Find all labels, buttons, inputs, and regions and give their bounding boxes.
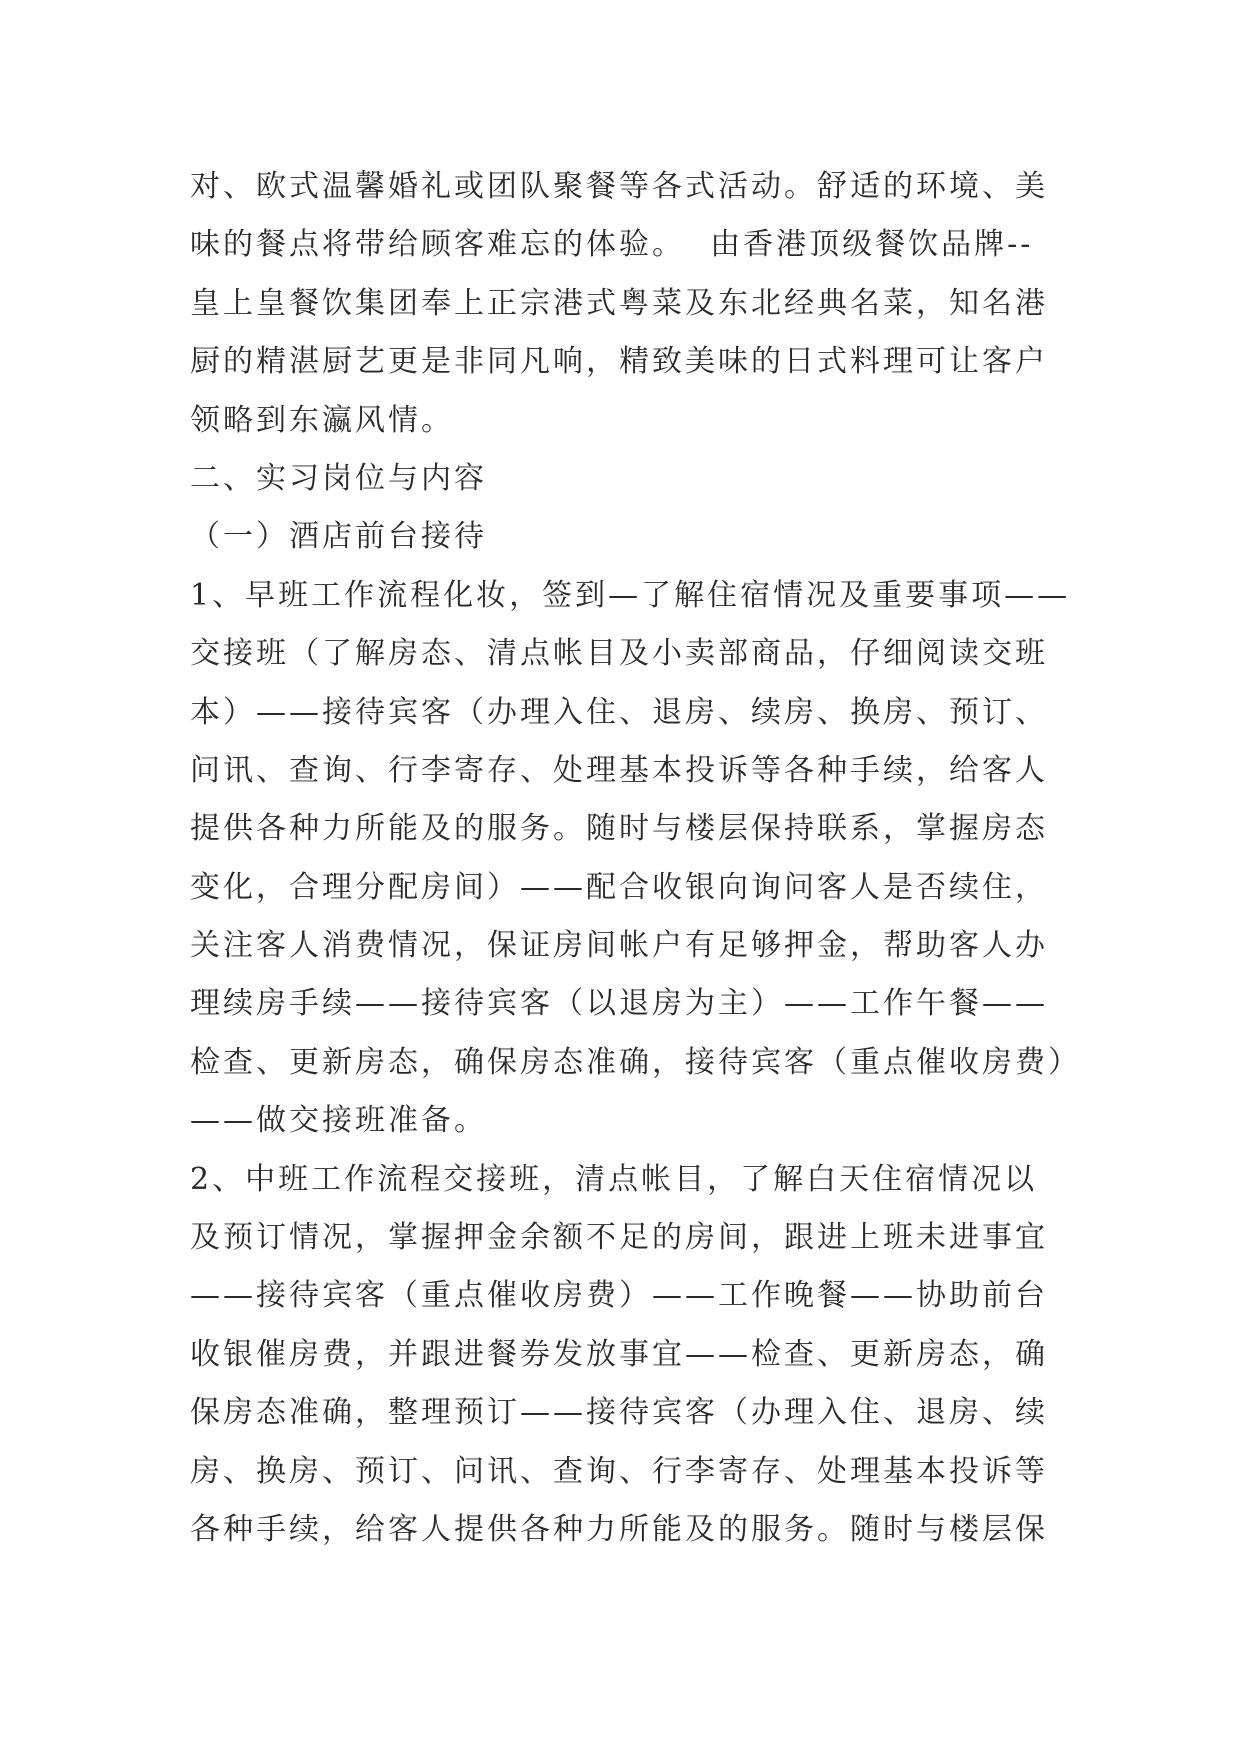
text-line: 变化，合理分配房间）——配合收银向询问客人是否续住，: [190, 869, 1048, 905]
text-line: 1、早班工作流程化妆，签到—了解住宿情况及重要事项——: [190, 577, 1071, 613]
text-line: 及预订情况，掌握押金余额不足的房间，跟进上班未进事宜: [190, 1220, 1048, 1256]
text-line: 2、中班工作流程交接班，清点帐目，了解白天住宿情况以: [190, 1161, 1038, 1197]
section-heading: 二、实习岗位与内容: [190, 460, 487, 496]
text-line: 收银催房费，并跟进餐券发放事宜——检查、更新房态，确: [190, 1336, 1048, 1372]
text-line: 房、换房、预订、问讯、查询、行李寄存、处理基本投诉等: [190, 1453, 1048, 1489]
text-line: 皇上皇餐饮集团奉上正宗港式粤菜及东北经典名菜，知名港: [190, 285, 1048, 321]
text-line: ——做交接班准备。: [190, 1103, 487, 1139]
text-line: 领略到东瀛风情。: [190, 402, 454, 438]
text-line: 理续房手续——接待宾客（以退房为主）——工作午餐——: [190, 986, 1048, 1022]
text-line: 交接班（了解房态、清点帐目及小卖部商品，仔细阅读交班: [190, 636, 1048, 672]
text-line: 味的餐点将带给顾客难忘的体验。 由香港顶级餐饮品牌--: [190, 227, 1034, 263]
text-line: 厨的精湛厨艺更是非同凡响，精致美味的日式料理可让客户: [190, 344, 1048, 380]
text-line: 保房态准确，整理预订——接待宾客（办理入住、退房、续: [190, 1395, 1048, 1431]
text-line: 各种手续，给客人提供各种力所能及的服务。随时与楼层保: [190, 1511, 1048, 1547]
text-line: 提供各种力所能及的服务。随时与楼层保持联系，掌握房态: [190, 811, 1048, 847]
text-line: 关注客人消费情况，保证房间帐户有足够押金，帮助客人办: [190, 928, 1048, 964]
subsection-heading: （一）酒店前台接待: [190, 519, 487, 555]
text-line: ——接待宾客（重点催收房费）——工作晚餐——协助前台: [190, 1278, 1048, 1314]
body-text: [190, 158, 1081, 1559]
text-line: 问讯、查询、行李寄存、处理基本投诉等各种手续，给客人: [190, 752, 1048, 788]
text-line: 对、欧式温馨婚礼或团队聚餐等各式活动。舒适的环境、美: [190, 169, 1048, 204]
text-line: 检查、更新房态，确保房态准确，接待宾客（重点催收房费）: [190, 1044, 1081, 1080]
text-line: 本）——接待宾客（办理入住、退房、续房、换房、预订、: [190, 694, 1048, 730]
